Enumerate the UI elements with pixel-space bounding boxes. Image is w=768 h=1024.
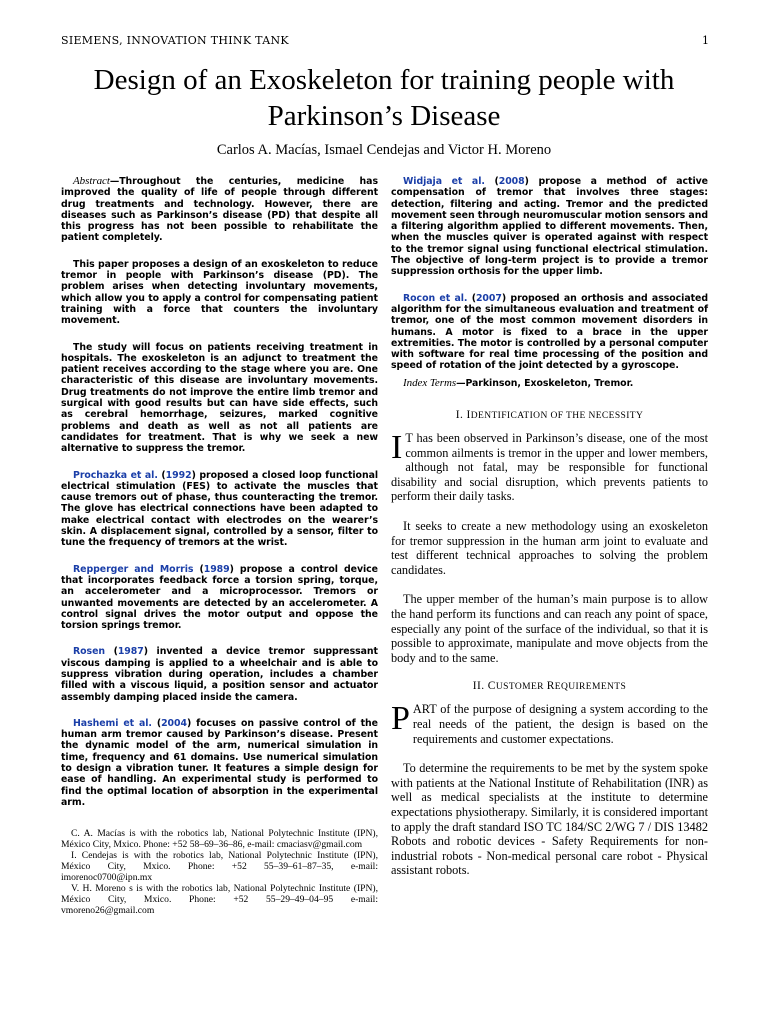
abstract-paragraph-5: Repperger and Morris (1989) propose a control device that incorporates feedback force a torsion spring, torque, an accelerometer and a microprocessor. Tremors or unwanted movements are detected by an accelerometer. A control signal drives the motor output and oppose the torsion springs tremor. — [61, 563, 378, 632]
abstract-paragraph-2: This paper proposes a design of an exoskeleton to reduce tremor in people with Parkinson’s disease (PD). The problem arises when detecting involuntary movements, which allow you to apply a control for compensating patient training with a force that counters the involuntary movement. — [61, 258, 378, 327]
abstract-paragraph-3: The study will focus on patients receiving treatment in hospitals. The exoskeleton is an adjunct to treatment the patient receives according to the stage where you are. One characteristic of this disease are involuntary movements. Drug treatments do not improve the entire limb tremor and surgical with good results but can have side effects, such as cerebral hemorrhage, seizures, marked cognitive problems and death as well as not all patients are candidates for treatment. That is why we seek a new alternative to suppress the tremor. — [61, 341, 378, 455]
index-terms-label: Index Terms — [403, 376, 457, 389]
citation-year-link[interactable]: 1987 — [117, 646, 144, 658]
section-1-paragraph-1: I T has been observed in Parkinson’s disease, one of the most common ailments is tremor in the upper and lower members, although not fatal, may be responsible for functional disability and social disruption, which prevents patients to perform their daily tasks. — [391, 429, 708, 504]
citation-link[interactable]: Prochazka et al. — [73, 469, 158, 481]
citation-year-link[interactable]: 2007 — [475, 292, 502, 304]
section-1-paragraph-3: The upper member of the human’s main purpose is to allow the hand perform its functions and can reach any point of space, especially any point of the surface of the individual, so that it is possible to approximate, manipulate and move objects from the body and to the same. — [391, 592, 708, 665]
abstract-paragraph-9: Rocon et al. (2007) proposed an orthosis and associated algorithm for the simultaneous evaluation and treatment of tremor, one of the most common movement disorders in humans. A motor is fixed to a brace in the upper extremities. The motor is controlled by a personal computer with software for real time processing of the position and speed of rotation of the joint detected by a gyroscope. — [391, 292, 709, 372]
citation-link[interactable]: Widjaja et al. — [403, 176, 485, 187]
paper-title — [0, 62, 768, 134]
page-number: 1 — [702, 34, 709, 47]
section-2-paragraph-1: PART of the purpose of designing a system according to the real needs of the patient, the design is based on the requirements and customer expectations. — [391, 700, 708, 746]
title-line-1: Design of an Exoskeleton for training people with — [93, 64, 675, 96]
drop-cap: P — [391, 700, 410, 738]
right-column — [391, 176, 708, 893]
citation-year-link[interactable]: 1989 — [203, 563, 230, 575]
abstract-label: Abstract — [73, 175, 110, 187]
section-heading-2: II. CUSTOMER REQUIREMENTS — [472, 680, 627, 693]
footnote: C. A. Macías is with the robotics lab, National Polytechnic Institute (IPN), México City, Mxico. Phone: +52 58–69–36–86, e-mail: cmaciasv@gmail.com — [61, 828, 378, 850]
citation-year-link[interactable]: 2008 — [498, 176, 525, 187]
index-terms: Index Terms—Parkinson, Exoskeleton, Tremor. — [403, 376, 634, 389]
title-line-2: Parkinson’s Disease — [267, 100, 501, 132]
section-2-paragraph-2: To determine the requirements to be met by the system spoke with patients at the National Institute of Rehabilitation (INR) as well as medical specialists at the institute to determine expectations physiotherapy. Similarly, it is considered important to apply the draft standard ISO TC 184/SC 2/WG 7 / DIS 13482 Robots and robotic devices - Safety Requirements for non-industrial robots - Non-medical personal care robot - Physical assistant robots. — [391, 761, 708, 878]
section-1-paragraph-2: It seeks to create a new methodology using an exoskeleton for tremor suppression in the human arm joint to evaluate and test different technical approaches to solving the problem candidates. — [391, 519, 708, 577]
drop-cap: I — [391, 429, 403, 467]
citation-link[interactable]: Hashemi et al. — [73, 717, 152, 729]
citation-link[interactable]: Repperger and Morris — [73, 563, 194, 575]
abstract-paragraph-1: Abstract—Throughout the centuries, medicine has improved the quality of life of people through different drug treatments and technology. However, there are diseases such as Parkinson’s disease (PD) that despite all this progress has not been possible to rehabilitate the patient completely. — [61, 175, 378, 244]
running-header: SIEMENS, INNOVATION THINK TANK — [61, 34, 289, 47]
author-footnotes — [61, 828, 378, 916]
abstract-paragraph-4: Prochazka et al. (1992) proposed a closed loop functional electrical stimulation (FES) to activate the muscles that cause tremors out of phase, thus counteracting the tremor. The glove has electrical connections have been adapted to make electrical contact with electrodes on the wearer’s skin. A displacement signal, controlled by a sensor, filter to tune the frequency of tremors at the wrist. — [61, 469, 379, 549]
citation-year-link[interactable]: 2004 — [161, 717, 187, 729]
citation-link[interactable]: Rosen — [73, 646, 106, 658]
citation-link[interactable]: Rocon et al. — [403, 292, 468, 304]
author-list: Carlos A. Macías, Ismael Cendejas and Victor H. Moreno — [216, 142, 552, 158]
abstract-paragraph-6: Rosen (1987) invented a device tremor suppressant viscous damping is applied to a wheelchair and is able to suppress vibration during operation, includes a chamber filled with a viscous liquid, a position sensor and actuator assembly damping placed inside the camera. — [61, 646, 378, 703]
abstract-paragraph-7: Hashemi et al. (2004) focuses on passive control of the human arm tremor caused by Parkinson’s disease. Present the dynamic model of the arm, numerical simulation in time, frequency and 61 domains. Use numerical simulation to design a vibration tuner. It features a simple design for ease of handling. An experimental study is performed to find the optimal location of absorption in the experimental arm. — [61, 717, 378, 808]
left-column — [61, 176, 378, 823]
section-heading-1: I. IDENTIFICATION OF THE NECESSITY — [455, 409, 644, 422]
abstract-paragraph-8: Widjaja et al. (2008) propose a method of active compensation of tremor that involves three stages: detection, filtering and acting. Tremor and the predicted movement seen through neuromuscular motion sensors and a filtering algorithm applied to different movements. Then, when the muscles quiver is operated against with respect to the tremor signal using functional electrical stimulation. The objective of long-term project is to provide a tremor suppression orthosis for the upper limb. — [391, 176, 708, 278]
footnote: V. H. Moreno s is with the robotics lab, National Polytechnic Institute (IPN), México City, Mxico. Phone: +52 55–29–49–04–95 e-mail: vmoreno26@gmail.com — [61, 883, 378, 916]
citation-year-link[interactable]: 1992 — [165, 469, 192, 481]
footnote: I. Cendejas is with the robotics lab, National Polytechnic Institute (IPN), México City, Mxico. Phone: +52 55–39–61–87–35, e-mail: imorenoc0700@ipn.mx — [61, 850, 378, 883]
